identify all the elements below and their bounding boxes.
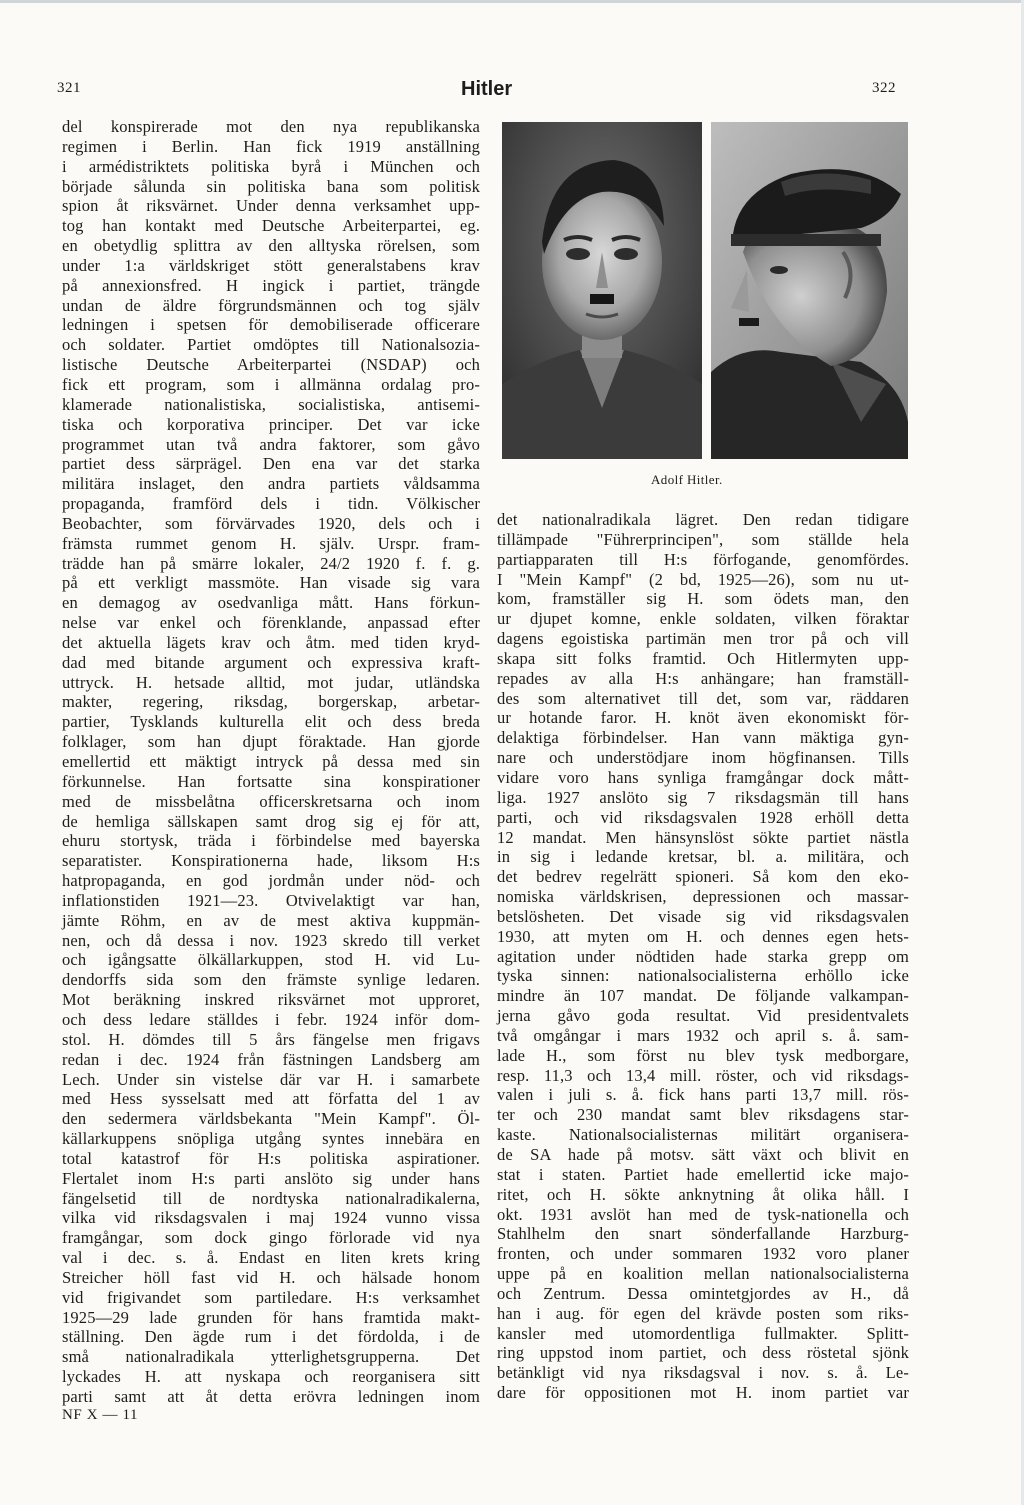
text-line: redan i dec. 1924 från fästningen Landsberg am — [62, 1049, 480, 1069]
text-line: i armédistriktets politiska byrå i München och — [62, 156, 480, 176]
text-line: parti samt att åt detta erövra ledningen inom — [62, 1387, 480, 1406]
text-line: in sig i ledande kretsar, bl. a. militära, och — [497, 847, 909, 867]
text-line: delaktiga förbindelser. Han vann mäktiga gyn- — [497, 728, 909, 748]
text-line: vilka vid riksdagsvalen i maj 1924 vunno vissa — [62, 1208, 480, 1228]
text-line: under 1:a världskriget stött generalstabens krav — [62, 255, 480, 275]
text-line: dare för oppositionen mot H. inom partiet var — [497, 1383, 909, 1403]
text-line: resp. 11,3 och 13,4 mill. röster, och vid riksdags- — [497, 1065, 909, 1085]
text-line: folklager, som han djupt föraktade. Han gjorde — [62, 732, 480, 752]
page-number-right: 322 — [872, 80, 896, 96]
text-line: ehuru stortysk, träda i förbindelse med bayerska — [62, 831, 480, 851]
text-line: ring uppstod inom partiet, och dess röstetal sjönk — [497, 1343, 909, 1363]
text-line: och igångsatte ölkällarkuppen, stod H. vid Lu- — [62, 950, 480, 970]
text-line: partiet dess särprägel. Den ena var det starka — [62, 454, 480, 474]
text-line: jerna gåvo goda resultat. Vid presidentvalets — [497, 1006, 909, 1026]
text-line: programmet utan två andra faktorer, som gåvo — [62, 434, 480, 454]
text-line: ledningen i spetsen för demobiliserade officerare — [62, 315, 480, 335]
text-line: det nationalradikala lägret. Den redan tidigare — [497, 510, 909, 529]
text-line: Mot beräkning inskred riksvärnet mot upproret, — [62, 990, 480, 1010]
text-line: kansler med utomordentliga fullmakter. Splitt- — [497, 1323, 909, 1343]
text-line: dagens egoistiska partimän men tror på och vill — [497, 629, 909, 649]
left-text-column — [62, 117, 480, 1407]
text-line: agitation under nödtiden hade starka grepp om — [497, 946, 909, 966]
text-line: det bedrev regelrätt spioneri. Så kom den eko- — [497, 867, 909, 887]
text-line: partier, Tysklands kulturella elit och dess breda — [62, 712, 480, 732]
text-line: ter och 230 mandat samt blev riksdagens star- — [497, 1105, 909, 1125]
text-line: vidare voro hans synliga framgångar dock mått- — [497, 767, 909, 787]
text-line: des som alternativet till det, som var, räddaren — [497, 688, 909, 708]
text-line: 1925—29 lade grunden för hans framtida makt- — [62, 1307, 480, 1327]
text-line: Flertalet inom H:s parti anslöto sig under hans — [62, 1168, 480, 1188]
text-line: propaganda, framförd dels i tidn. Völkischer — [62, 494, 480, 514]
text-line: total katastrof för H:s politiska aspirationer. — [62, 1148, 480, 1168]
text-line: Lech. Under sin vistelse där var H. i samarbete — [62, 1069, 480, 1089]
text-line: en obetydlig splittra av den alltyska rörelsen, som — [62, 236, 480, 256]
text-line: började sålunda sin politiska bana som politisk — [62, 176, 480, 196]
text-line: på annexionsfred. H ingick i partiet, trängde — [62, 275, 480, 295]
text-line: stol. H. dömdes till 5 års fängelse men frigavs — [62, 1029, 480, 1049]
text-line: fick ett program, som i allmänna ordalag pro- — [62, 374, 480, 394]
text-line: de SA hade på motsv. sätt växt och blivit en — [497, 1145, 909, 1164]
text-line: en demagog av osedvanliga mått. Hans förkun- — [62, 593, 480, 613]
text-line: 12 mandat. Men hänsynslöst sökte partiet nästla — [497, 827, 909, 847]
text-line: framgångar, som dock gingo förlorade vid nya — [62, 1228, 480, 1248]
text-line: uttryck. H. hetsade alltid, mot judar, utländska — [62, 672, 480, 692]
text-line: källarkuppens snöpliga utgång syntes innebära en — [62, 1129, 480, 1149]
text-line: med Hess sysselsatt med att författa del 1 av — [62, 1089, 480, 1109]
text-line: nomiska världskrisen, depressionen och massar- — [497, 887, 909, 907]
text-line: han i aug. för egen del krävde posten som riks- — [497, 1303, 909, 1323]
text-line: lyckades H. att nyskapa och reorganisera sitt — [62, 1367, 480, 1387]
scan-edge-top — [0, 0, 1024, 3]
right-text-column — [497, 510, 909, 1403]
page-number-left: 321 — [57, 80, 81, 96]
text-line: partiapparaten till H:s förfogande, genomfördes. — [497, 549, 909, 569]
text-line: trädde han på smärre lokaler, 24/2 1920 f. f. g. — [62, 553, 480, 573]
text-line: undan de äldre förgrundsmännen och tog själv — [62, 295, 480, 315]
text-line: ur hotande faror. H. knöt även ekonomiskt för- — [497, 708, 909, 728]
text-line: emellertid ett mäktigt intryck på dessa med sin — [62, 752, 480, 771]
text-line: förkunnelse. Han fortsatte sina konspirationer — [62, 771, 480, 791]
text-line: vid frigivandet som partiledare. H:s verksamhet — [62, 1287, 480, 1307]
text-line: parti, och vid riksdagsvalen 1928 erhöll detta — [497, 807, 909, 827]
text-line: stat i staten. Partiet hade emellertid icke majo- — [497, 1164, 909, 1184]
text-line: Stahlhelm den snart sönderfallande Harzburg- — [497, 1224, 909, 1244]
text-line: listische Deutsche Arbeiterpartei (NSDAP) och — [62, 355, 480, 375]
portrait-front-graphic — [502, 122, 702, 459]
text-line: två omgångar i mars 1932 och april s. å. sam- — [497, 1025, 909, 1045]
text-line: betslösheten. Det visade sig vid riksdagsvalen — [497, 906, 909, 926]
text-line: repades av alla H:s anhängare; han framställ- — [497, 668, 909, 688]
text-line: ritet, och H. sökte anknytning åt olika håll. I — [497, 1184, 909, 1204]
text-line: skapa sitt folks framtid. Och Hitlermyten upp- — [497, 648, 909, 668]
text-line: och soldater. Partiet omdöptes till Nationalsozia- — [62, 335, 480, 355]
text-line: okt. 1931 avslöt han med de tysk-nationella och — [497, 1204, 909, 1224]
text-line: dendorffs sida som den främste synlige ledaren. — [62, 970, 480, 990]
text-line: valen i juli s. å. fick hans parti 13,7 mill. rös- — [497, 1085, 909, 1105]
text-line: fängelsetid till de nordtyska nationalradikalerna, — [62, 1188, 480, 1208]
text-line: dad med bitande argument och expressiva kraft- — [62, 652, 480, 672]
text-line: I "Mein Kampf" (2 bd, 1925—26), som nu ut- — [497, 569, 909, 589]
text-line: spion åt riksvärnet. Under denna verksamhet upp- — [62, 196, 480, 216]
text-line: mindre än 107 mandat. De följande valkampan- — [497, 986, 909, 1006]
text-line: nen, och då dessa i nov. 1923 skredo till verket — [62, 930, 480, 950]
text-line: med de missbelåtna officerskretsarna och inom — [62, 791, 480, 811]
text-line: betänkligt vid nya riksdagsval i nov. s. å. Le- — [497, 1363, 909, 1383]
text-line: fronten, och under sommaren 1932 voro planer — [497, 1244, 909, 1264]
text-line: Streicher höll fast vid H. och hälsade honom — [62, 1267, 480, 1287]
text-line: regimen i Berlin. Han fick 1919 anställning — [62, 136, 480, 156]
text-line: hatpropaganda, en god jordmån under nöd- och — [62, 871, 480, 891]
text-line: liga. 1927 anslöto sig 7 riksdagsmän till hans — [497, 787, 909, 807]
text-line: små nationalradikala ytterlighetsgrupperna. Det — [62, 1347, 480, 1367]
text-line: nare och understödjare inom högfinansen. Tills — [497, 748, 909, 768]
text-line: del konspirerade mot den nya republikanska — [62, 117, 480, 136]
text-line: Beobachter, som förvärvades 1920, dels och i — [62, 513, 480, 533]
text-line: uppe på en koalition mellan nationalsocialisterna — [497, 1264, 909, 1284]
text-line: på ett verkligt massmöte. Han visade sig vara — [62, 573, 480, 593]
text-line: ställning. Den ägde rum i det fördolda, i de — [62, 1327, 480, 1347]
portrait-photo-profile — [711, 122, 908, 459]
portrait-profile-graphic — [711, 122, 908, 459]
text-line: lade H., som först nu blev tysk medborgare, — [497, 1045, 909, 1065]
text-line: kaste. Nationalsocialisternas militärt organisera- — [497, 1125, 909, 1145]
figure-caption: Adolf Hitler. — [651, 472, 723, 487]
portrait-photo-front — [502, 122, 702, 459]
text-line: tiska och korporativa principer. Det var icke — [62, 414, 480, 434]
sheet-signature: NF X — 11 — [62, 1407, 139, 1423]
text-line: och dess ledare ställdes i febr. 1924 inför dom- — [62, 1009, 480, 1029]
text-line: jämte Röhm, en av de mest aktiva kuppmän- — [62, 910, 480, 930]
text-line: det aktuella lägets krav och åtm. med tiden kryd- — [62, 632, 480, 652]
running-title: Hitler — [461, 78, 513, 100]
text-line: tog han kontakt med Deutsche Arbeiterpartei, eg. — [62, 216, 480, 236]
text-line: klamerade nationalistiska, socialistiska, antisemi- — [62, 394, 480, 414]
text-line: val i dec. s. å. Endast en liten krets kring — [62, 1248, 480, 1268]
text-line: de hemliga sällskapen samt drog sig ej för att, — [62, 811, 480, 831]
text-line: ur djupet komne, enkle soldaten, vilken föraktar — [497, 609, 909, 629]
text-line: separatister. Konspirationerna hade, liksom H:s — [62, 851, 480, 871]
text-line: kom, framställer sig H. som ödets man, den — [497, 589, 909, 609]
text-line: nelse var enkel och förenklande, anpassad efter — [62, 613, 480, 633]
text-line: makter, regering, riksdag, borgerskap, arbetar- — [62, 692, 480, 712]
text-line: tyska sinnen: nationalsocialisterna erhöllo icke — [497, 966, 909, 986]
text-line: främsta rummet genom H. själv. Urspr. fram- — [62, 533, 480, 553]
text-line: och Zentrum. Dessa omintetgjordes av H., då — [497, 1283, 909, 1303]
text-line: den sedermera världsbekanta "Mein Kampf". Öl- — [62, 1109, 480, 1129]
text-line: militära inslaget, den andra partiets våldsamma — [62, 474, 480, 494]
text-line: 1930, att myten om H. och dennes egen hets- — [497, 926, 909, 946]
text-line: tillämpade "Führerprincipen", som ställde hela — [497, 529, 909, 549]
text-line: inflationstiden 1921—23. Otvivelaktigt var han, — [62, 890, 480, 910]
